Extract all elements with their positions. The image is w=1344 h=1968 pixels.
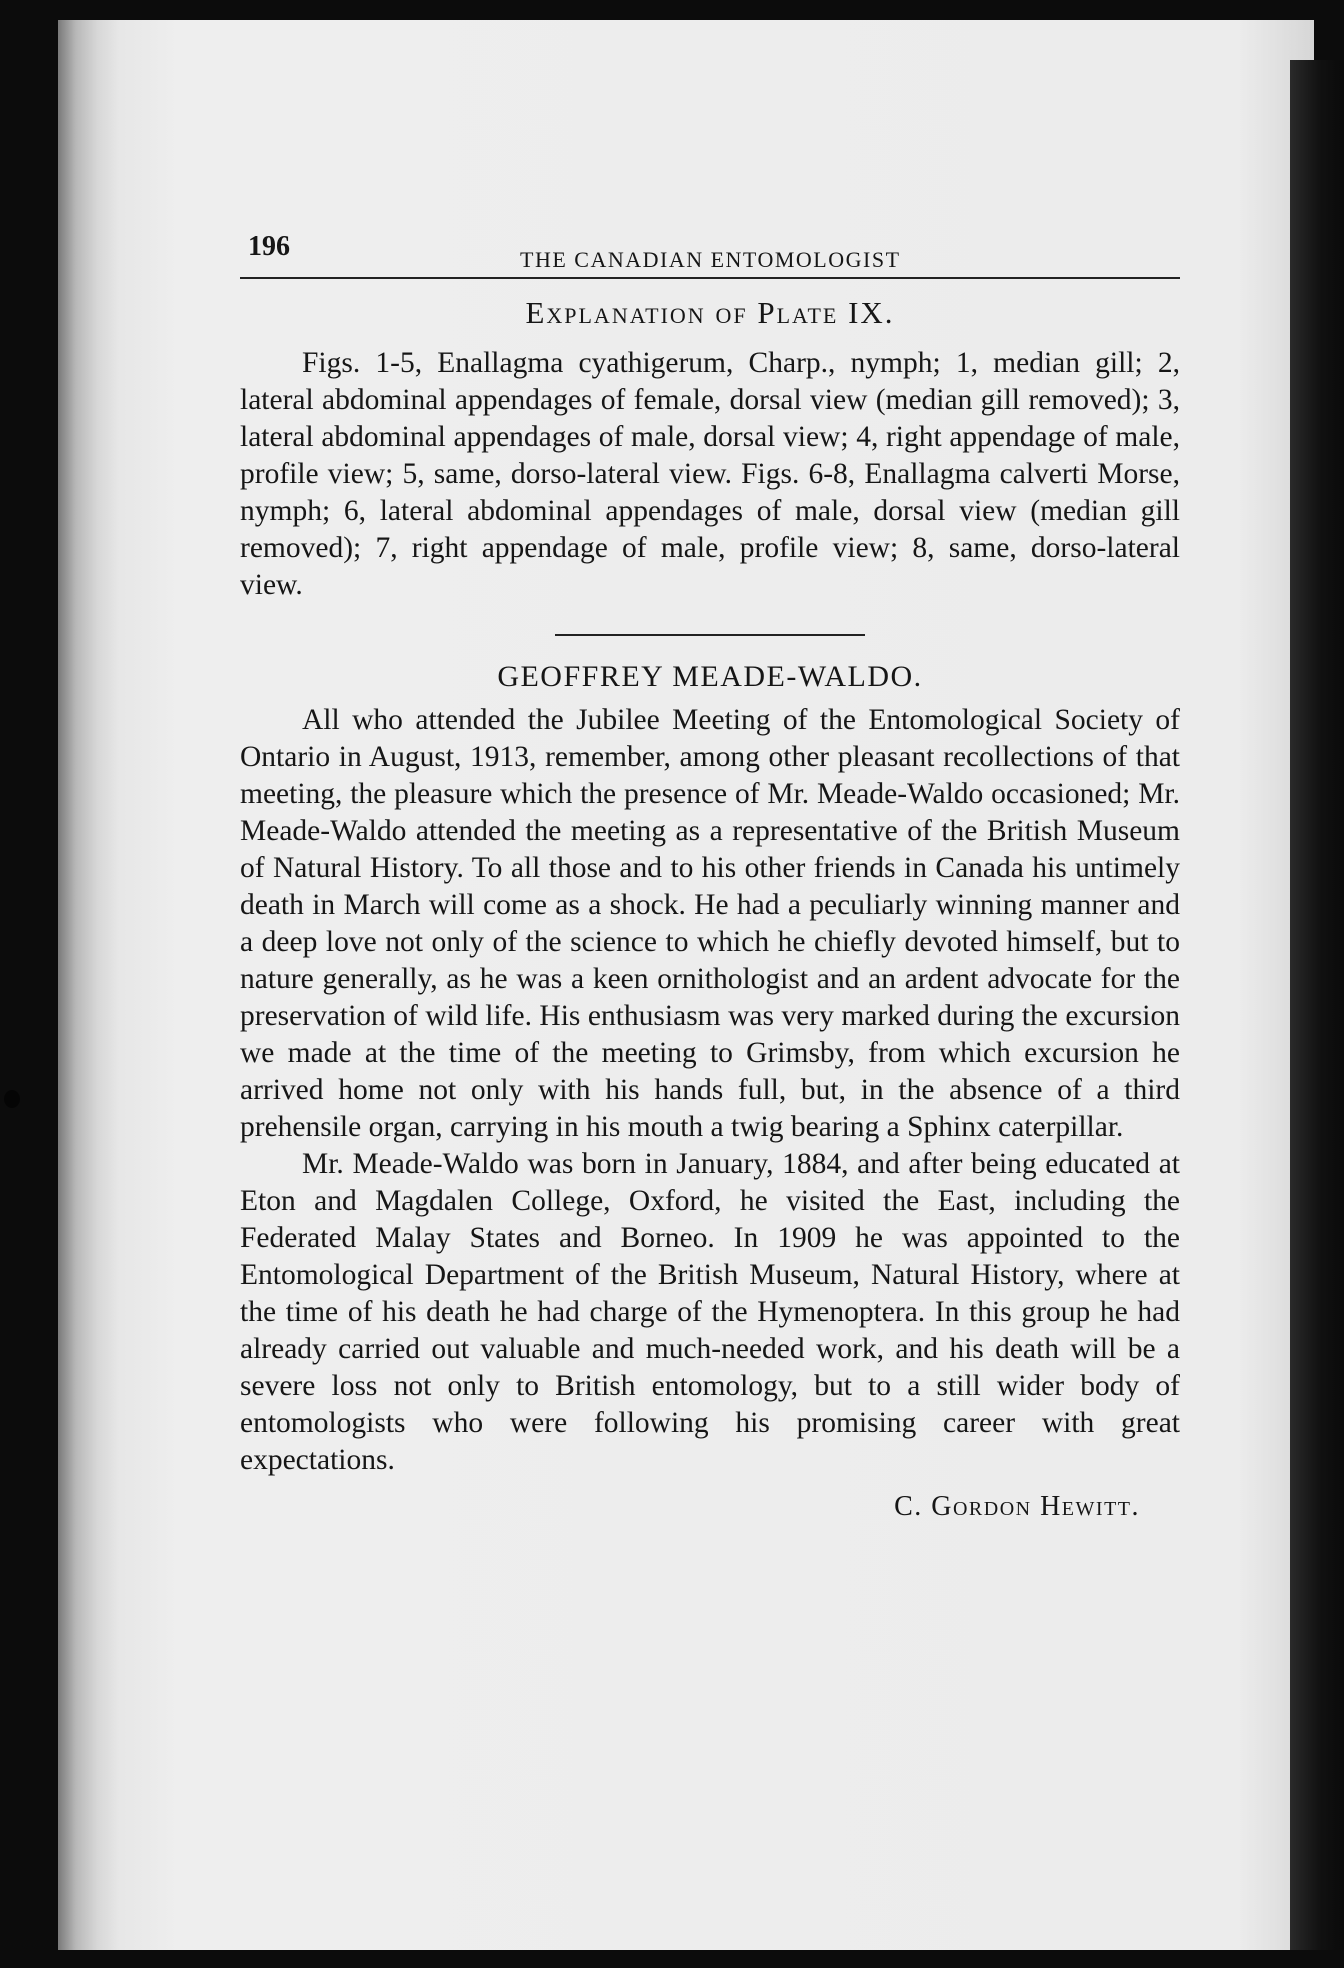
header-rule [240, 277, 1180, 279]
obituary-title: GEOFFREY MEADE-WALDO. [497, 660, 923, 693]
page-gutter-shadow [58, 20, 118, 1950]
binding-edge [1290, 60, 1344, 1950]
obituary-paragraph-2: Mr. Meade-Waldo was born in January, 1884, and after being educated at Eton and Magdalen College, Oxford, he visited the East, including the Federated Malay States and Borneo. In 1909 he was appointed to the Entomological Department of the British Museum, Natural History, where at the time of his death he had charge of the Hymenoptera. In this group he had already carried out valuable and much-needed work, and his death will be a severe loss not only to British entomology, but to a still wider body of entomologists who were following his promising career with great expectations. [240, 1148, 1180, 1476]
ink-smudge [4, 1090, 20, 1108]
obituary-paragraph-1: All who attended the Jubilee Meeting of the Entomological Society of Ontario in August, 1913, remember, among other pleasant recollections of that meeting, the pleasure which the presence of Mr. Meade-Waldo occasioned; Mr. Meade-Waldo attended the meeting as a representative of the British Museum of Natural History. To all those and to his other friends in Canada his untimely death in March will come as a shock. He had a peculiarly winning manner and a deep love not only of the science to which he chiefly devoted himself, but to nature generally, as he was a keen ornithologist and an ardent advocate for the preservation of wild life. His enthusiasm was very marked during the excursion we made at the time of the meeting to Grimsby, from which excursion he arrived home not only with his hands full, but, in the absence of a third prehensile organ, carrying in his mouth a twig bearing a Sphinx caterpillar. [240, 704, 1180, 1143]
page-number: 196 [248, 231, 290, 262]
section-divider [555, 634, 865, 636]
author-signature: C. Gordon Hewitt. [894, 1491, 1140, 1522]
plate-explanation-title: Explanation of Plate IX. [525, 295, 895, 330]
plate-explanation-text: Figs. 1-5, Enallagma cyathigerum, Charp., nymph; 1, median gill; 2, lateral abdominal appendages of female, dorsal view (median gill removed); 3, lateral abdominal appendages of male, dorsal view; 4, right appendage of male, profile view; 5, same, dorso-lateral view. Figs. 6-8, Enallagma calverti Morse, nymph; 6, lateral abdominal appendages of male, dorsal view (median gill removed); 7, right appendage of male, profile view; 8, same, dorso-lateral view. [240, 347, 1180, 601]
journal-title: THE CANADIAN ENTOMOLOGIST [520, 247, 901, 272]
page-content [240, 225, 1180, 1523]
running-head [240, 225, 1180, 277]
